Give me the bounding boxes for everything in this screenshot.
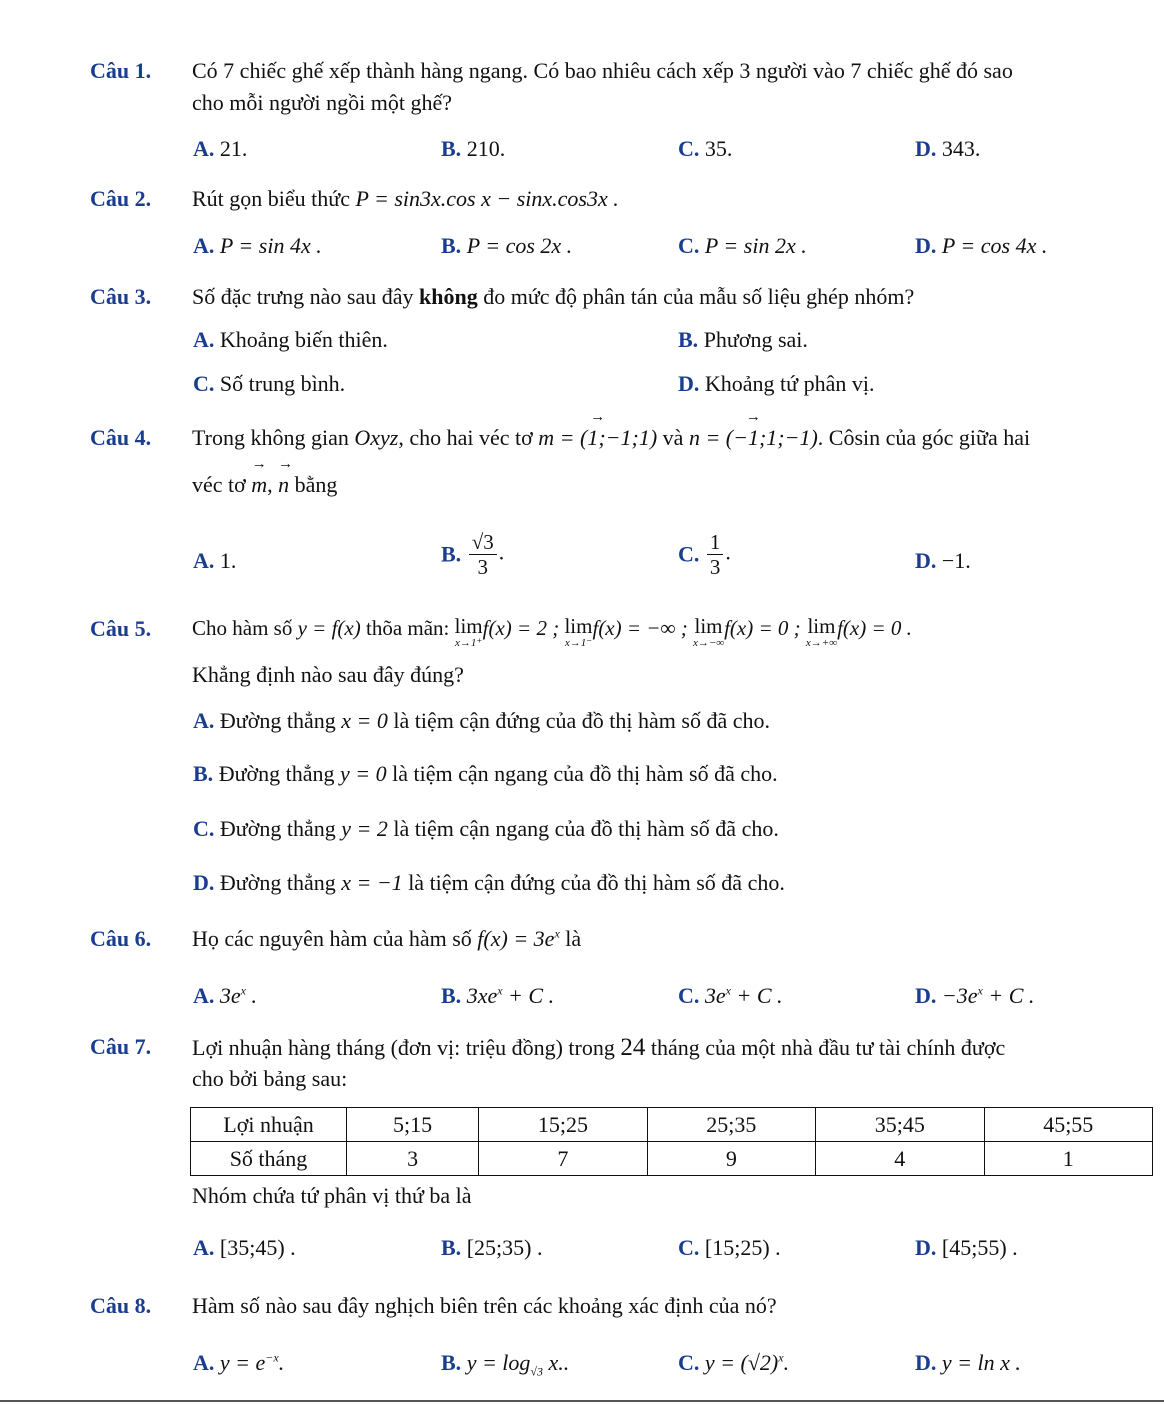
option-b[interactable]: B. P = cos 2x . — [441, 233, 573, 258]
option-d[interactable]: D. Đường thẳng x = −1 là tiệm cận đứng của đồ thị hàm số đã cho. — [193, 870, 785, 895]
question-text-line2: véc tơ → m, → n bằng — [192, 472, 1152, 497]
option-c[interactable]: C. $\frac{1}{3}$ . — [678, 530, 731, 580]
question-text: Họ các nguyên hàm của hàm số $f(x) = 3e^x$ là — [192, 926, 582, 951]
question-text: Rút gọn biểu thức P = sin3x.cos x − sinx.cos3x . — [192, 186, 619, 211]
option-d[interactable]: D. Khoảng tứ phân vị. — [678, 371, 875, 396]
options-row — [0, 983, 1164, 1015]
option-d[interactable]: D. y = ln x . — [915, 1350, 1021, 1375]
option-d[interactable]: D. −1. — [915, 548, 971, 573]
option-b[interactable]: B. [25;35) . — [441, 1235, 543, 1260]
option-a[interactable]: A. $3e^x$ . — [193, 983, 257, 1008]
option-c[interactable]: C. 35. — [678, 136, 733, 161]
vector-n: → n = (−1;1;−1) — [689, 425, 818, 450]
option-a[interactable]: A. [35;45) . — [193, 1235, 296, 1260]
table-cell: 9 — [647, 1142, 815, 1176]
expression: P = sin3x.cos x − sinx.cos3x . — [355, 186, 619, 211]
question-text-after-table: Nhóm chứa tứ phân vị thứ ba là — [192, 1183, 472, 1208]
table-cell: 25;35 — [647, 1108, 815, 1142]
option-c[interactable]: C. P = sin 2x . — [678, 233, 807, 258]
question-number: Câu 7. — [90, 1034, 152, 1059]
option-c[interactable]: C. $3e^x + C$ . — [678, 983, 783, 1008]
expression: f(x) = 3e — [477, 926, 555, 951]
profit-table — [190, 1107, 1153, 1176]
table-cell: 15;25 — [479, 1108, 647, 1142]
vector-m: → m = (1;−1;1) — [538, 425, 657, 450]
question-number: Câu 5. — [90, 616, 152, 641]
question-text: Số đặc trưng nào sau đây không đo mức độ phân tán của mẫu số liệu ghép nhóm? — [192, 284, 915, 309]
question-text: Hàm số nào sau đây nghịch biên trên các khoảng xác định của nó? — [192, 1293, 777, 1318]
question-text: Trong không gian Oxyz, cho hai véc tơ → m = (1;−1;1) và → n = (−1;1;−1). Côsin của góc giữa hai — [192, 425, 1152, 450]
option-b[interactable]: B. 210. — [441, 136, 506, 161]
options-row — [0, 327, 1164, 359]
question-text-line1: Có 7 chiếc ghế xếp thành hàng ngang. Có bao nhiêu cách xếp 3 người vào 7 chiếc ghế đó sao — [192, 58, 1013, 83]
question-text: Lợi nhuận hàng tháng (đơn vị: triệu đồng) trong 24 tháng của một nhà đầu tư tài chính được — [192, 1034, 1006, 1061]
option-b[interactable]: B. Đường thẳng y = 0 là tiệm cận ngang của đồ thị hàm số đã cho. — [193, 761, 778, 786]
option-d[interactable]: D. P = cos 4x . — [915, 233, 1048, 258]
question-number: Câu 6. — [90, 926, 152, 951]
option-a[interactable]: A. $y = e^{-x}$. — [193, 1350, 285, 1375]
question-number: Câu 4. — [90, 425, 152, 450]
option-a[interactable]: A. 1. — [193, 548, 237, 573]
option-c[interactable]: C. Đường thẳng y = 2 là tiệm cận ngang của đồ thị hàm số đã cho. — [193, 816, 779, 841]
table-cell: 3 — [347, 1142, 479, 1176]
options-row — [0, 136, 1164, 168]
options-row — [0, 1235, 1164, 1267]
question-number: Câu 8. — [90, 1293, 152, 1318]
options-row — [0, 233, 1164, 265]
options-row — [0, 371, 1164, 403]
option-c[interactable]: C. [15;25) . — [678, 1235, 781, 1260]
limit-1: lim x→1⁺ — [454, 614, 483, 649]
question-text: Cho hàm số y = f(x) thõa mãn: lim x→1⁺ f(x) = 2 ; lim x→1⁻ f(x) = −∞ ; lim x→−∞ f(x) = 0 ; lim x→+∞ f(x) = 0 . — [192, 614, 912, 649]
question-number: Câu 2. — [90, 186, 152, 211]
option-b[interactable]: B. $y = \log_{√3} x$.. — [441, 1350, 570, 1379]
question-text-line2: cho bởi bảng sau: — [192, 1066, 348, 1091]
table-cell: 7 — [479, 1142, 647, 1176]
table-cell: Lợi nhuận — [191, 1108, 347, 1142]
question-text-line2: Khẳng định nào sau đây đúng? — [192, 662, 464, 687]
option-c[interactable]: C. Số trung bình. — [193, 371, 346, 396]
table-cell: 4 — [816, 1142, 984, 1176]
table-row — [191, 1108, 1153, 1142]
option-d[interactable]: D. $-3e^x + C$ . — [915, 983, 1035, 1008]
page-bottom-rule — [0, 1400, 1164, 1402]
options-row — [0, 1350, 1164, 1382]
limit-4: lim x→+∞ — [805, 614, 838, 649]
table-cell: 35;45 — [816, 1108, 984, 1142]
option-c[interactable]: C. $y = (√2)^x$. — [678, 1350, 790, 1375]
limit-2: lim x→1⁻ — [564, 614, 593, 649]
option-b[interactable]: B. $3xe^x + C$ . — [441, 983, 555, 1008]
table-row — [191, 1142, 1153, 1176]
limit-3: lim x→−∞ — [692, 614, 725, 649]
option-d[interactable]: D. [45;55) . — [915, 1235, 1018, 1260]
table-cell: 1 — [984, 1142, 1152, 1176]
question-number: Câu 3. — [90, 284, 152, 309]
option-b[interactable]: B. Phương sai. — [678, 327, 808, 352]
option-d[interactable]: D. 343. — [915, 136, 981, 161]
table-cell: 45;55 — [984, 1108, 1152, 1142]
table-cell: 5;15 — [347, 1108, 479, 1142]
option-a[interactable]: A. Khoảng biến thiên. — [193, 327, 388, 352]
table-cell: Số tháng — [191, 1142, 347, 1176]
option-a[interactable]: A. Đường thẳng x = 0 là tiệm cận đứng của đồ thị hàm số đã cho. — [193, 708, 770, 733]
question-number: Câu 1. — [90, 58, 152, 83]
question-text-line2: cho mỗi người ngồi một ghế? — [192, 90, 453, 115]
option-a[interactable]: A. 21. — [193, 136, 248, 161]
option-b[interactable]: B. $\frac{√3}{3}$ . — [441, 530, 505, 580]
options-row — [0, 530, 1164, 590]
option-a[interactable]: A. P = sin 4x . — [193, 233, 322, 258]
